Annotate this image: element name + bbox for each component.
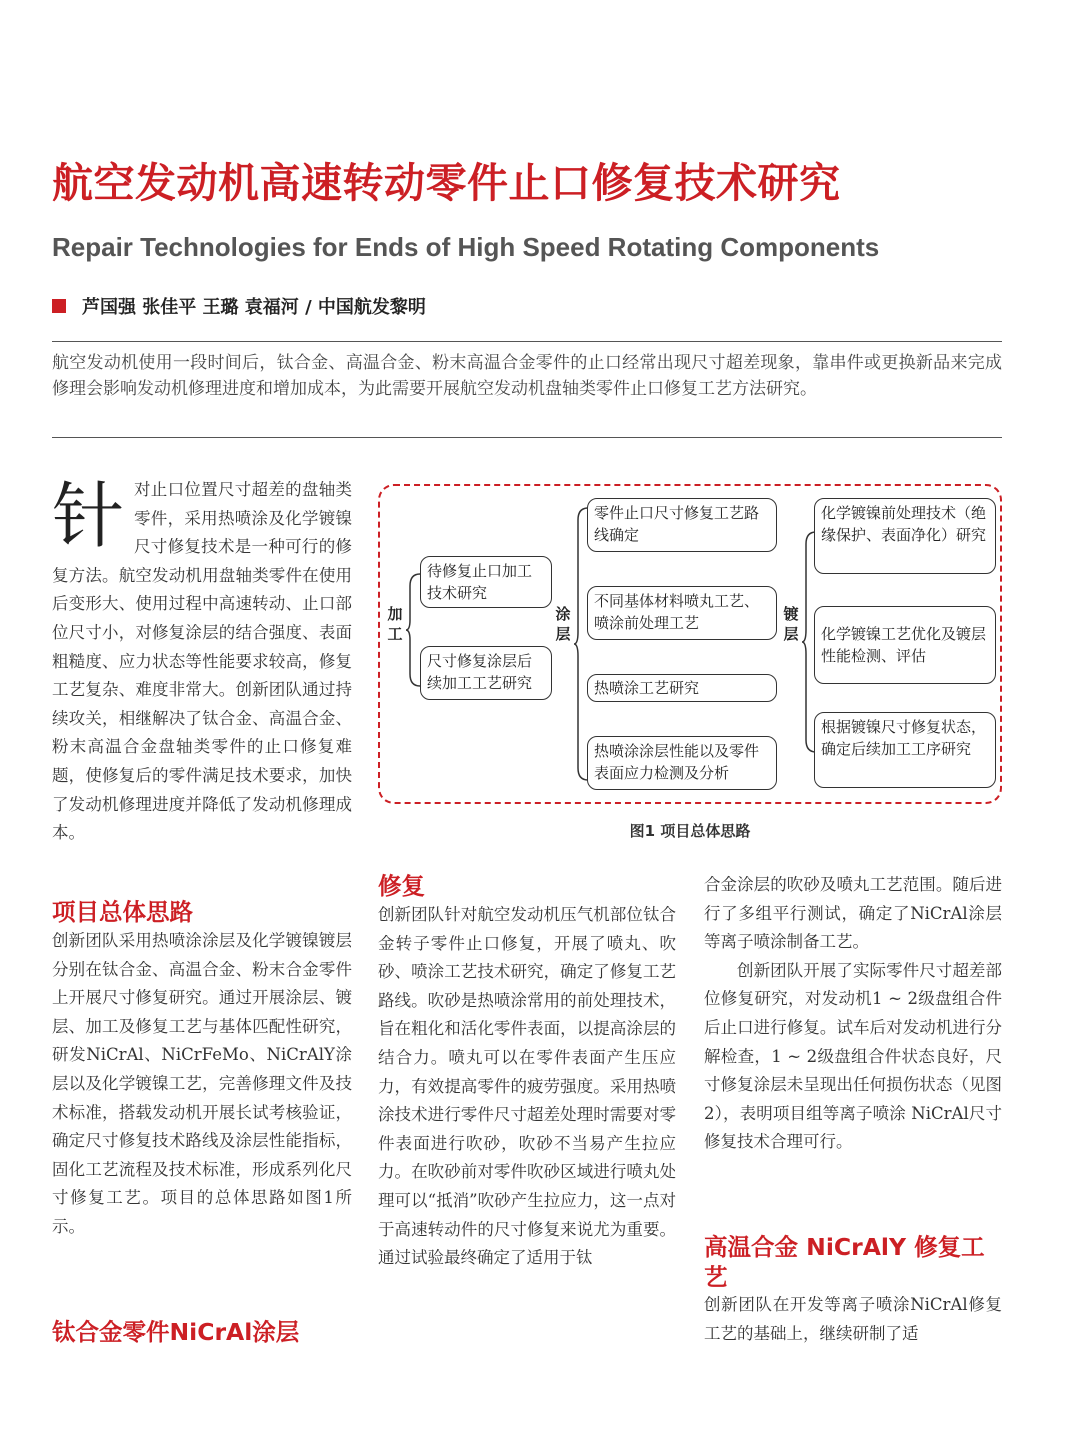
group-label-plating: 镀层 (783, 605, 799, 643)
group-label-coating: 涂层 (555, 605, 571, 643)
overview-paragraph (52, 927, 352, 1242)
box-coating-4: 热喷涂涂层性能以及零件表面应力检测及分析 (587, 736, 777, 790)
overview-text: 创新团队采用热喷涂涂层及化学镀镍镀层分别在钛合金、高温合金、粉末合金零件上开展尺寸修复研究。通过开展涂层、镀层、加工及修复工艺与基体匹配性研究，研发NiCrAl、NiCrFeMo、NiCrAlY涂层以及化学镀镍工艺，完善修理文件及技术标准，搭载发动机开展长试考核验证，确定尺寸修复技术路线及涂层性能指标，固化工艺流程及技术标准，形成系列化尺寸修复工艺。项目的总体思路如图1所示。 (52, 931, 352, 1236)
col3-paragraphs (704, 871, 1002, 1157)
author-line (52, 293, 426, 319)
section-heading-repair: 修复 (378, 872, 425, 900)
box-coating-1: 零件止口尺寸修复工艺路线确定 (587, 498, 777, 552)
abstract-text: 航空发动机使用一段时间后，钛合金、高温合金、粉末高温合金零件的止口经常出现尺寸超差现象，靠串件或更换新品来完成修理会影响发动机修理进度和增加成本，为此需要开展航空发动机盘轴类零件止口修复工艺方法研究。 (52, 353, 1002, 399)
authors-text: 芦国强 张佳平 王璐 袁福河 / 中国航发黎明 (82, 297, 426, 318)
box-plating-3: 根据镀镍尺寸修复状态，确定后续加工工序研究 (814, 712, 996, 788)
box-plating-2: 化学镀镍工艺优化及镀层性能检测、评估 (814, 606, 996, 684)
box-coating-2: 不同基体材料喷丸工艺、喷涂前处理工艺 (587, 586, 777, 640)
col3-text-2: 创新团队开展了实际零件尺寸超差部位修复研究，对发动机1 ~ 2级盘组合件后止口进行修复。试车后对发动机进行分解检查，1 ~ 2级盘组合件状态良好，尺寸修复涂层未呈现出任何损伤状态（见图2），表明项目组等离子喷涂 NiCrAl尺寸修复技术合理可行。 (704, 960, 1002, 1152)
group-label-machining: 加工 (387, 605, 403, 643)
superalloy-text: 创新团队在开发等离子喷涂NiCrAl修复工艺的基础上，继续研制了适 (704, 1295, 1002, 1343)
repair-text: 创新团队针对航空发动机压气机部位钛合金转子零件止口修复，开展了喷丸、吹砂、喷涂工艺技术研究，确定了修复工艺路线。吹砂是热喷涂常用的前处理技术，旨在粗化和活化零件表面，以提高涂层的结合力。喷丸可以在零件表面产生压应力，有效提高零件的疲劳强度。采用热喷涂技术进行零件尺寸超差处理时需要对零件表面进行吹砂，吹砂不当易产生拉应力。在吹砂前对零件吹砂区域进行喷丸处理可以“抵消”吹砂产生拉应力，这一点对于高速转动件的尺寸修复来说尤为重要。通过试验最终确定了适用于钛 (378, 905, 676, 1268)
section-heading-superalloy: 高温合金 NiCrAlY 修复工艺 (704, 1233, 985, 1291)
figure1-caption: 图1 项目总体思路 (629, 822, 751, 840)
abstract-box (52, 341, 1002, 438)
red-square-icon (52, 299, 66, 313)
intro-text: 对止口位置尺寸超差的盘轴类零件，采用热喷涂及化学镀镍尺寸修复技术是一种可行的修复方法。航空发动机用盘轴类零件在使用后变形大、使用过程中高速转动、止口部位尺寸小，对修复涂层的结合强度、表面粗糙度、应力状态等性能要求较高，修复工艺复杂、难度非常大。创新团队通过持续攻关，相继解决了钛合金、高温合金、粉末高温合金盘轴类零件的止口修复难题，使修复后的零件满足技术要求，加快了发动机修理进度并降低了发动机修理成本。 (52, 480, 352, 843)
article-title: 航空发动机高速转动零件止口修复技术研究 (52, 159, 841, 207)
col3-text-1: 合金涂层的吹砂及喷丸工艺范围。随后进行了多组平行测试，确定了NiCrAl涂层等离子喷涂制备工艺。 (704, 875, 1002, 952)
dropcap-letter: 针 (52, 474, 125, 558)
box-coating-3: 热喷涂工艺研究 (587, 674, 777, 702)
article-subtitle: Repair Technologies for Ends of High Speed Rotating Components (52, 232, 880, 262)
section-heading-overview: 项目总体思路 (52, 898, 193, 926)
box-plating-1: 化学镀镍前处理技术（绝缘保护、表面净化）研究 (814, 498, 996, 574)
box-machining-2: 尺寸修复涂层后续加工工艺研究 (420, 646, 552, 700)
superalloy-paragraph (704, 1291, 1002, 1348)
box-machining-1: 待修复止口加工技术研究 (420, 556, 552, 608)
intro-paragraph (52, 476, 352, 848)
figure1-diagram (378, 484, 1002, 804)
section-heading-titanium: 钛合金零件NiCrAl涂层 (52, 1318, 300, 1346)
repair-paragraph (378, 901, 676, 1273)
